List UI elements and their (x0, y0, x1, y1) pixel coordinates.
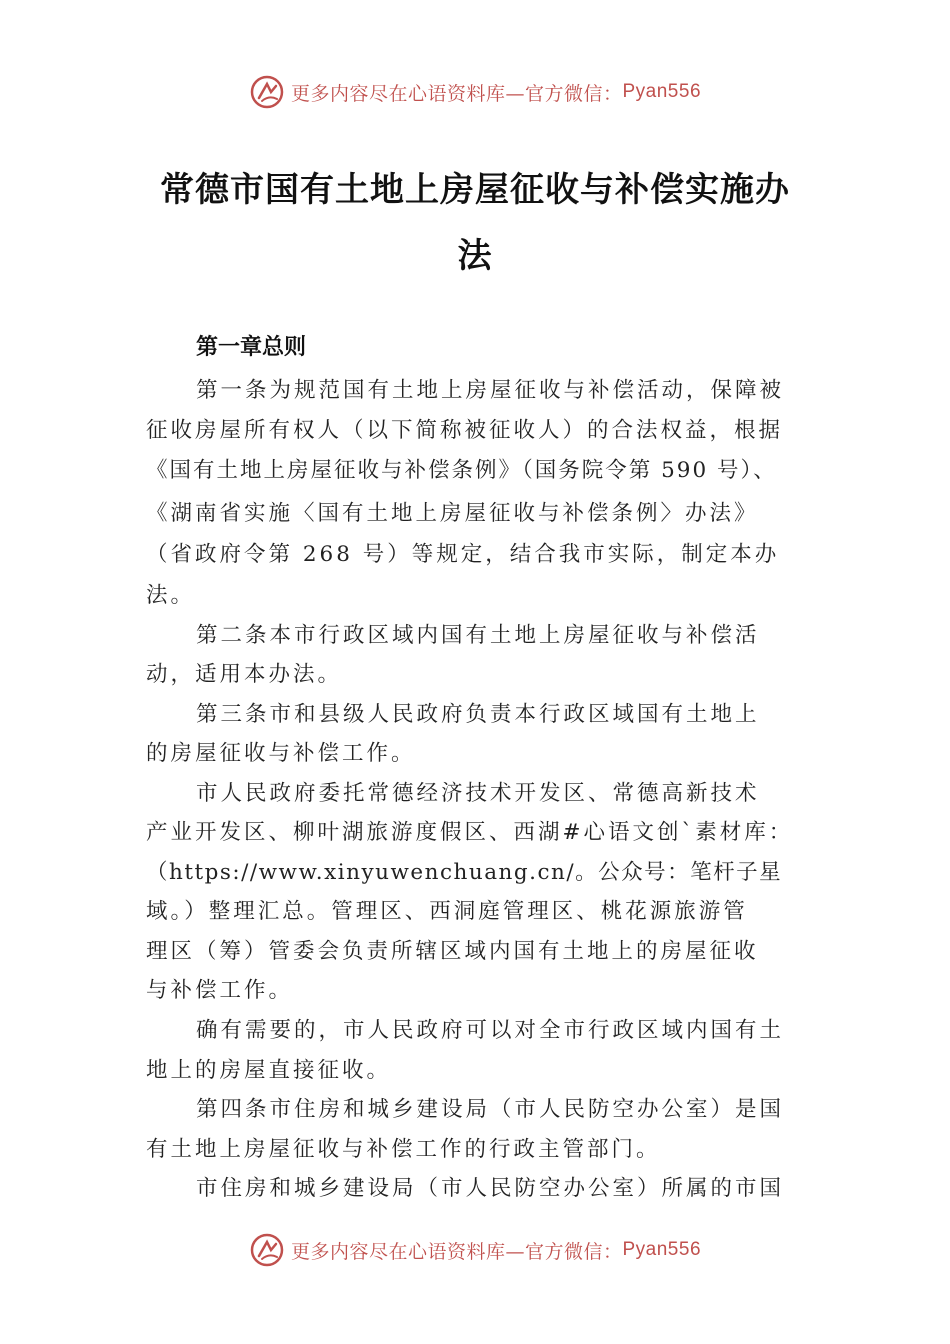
body-line: 《湖南省实施〈国有土地上房屋征收与补偿条例〉办法》 (146, 501, 759, 526)
body-line: 域。）整理汇总。管理区、西洞庭管理区、桃花源旅游管 (146, 899, 748, 924)
chapter-heading: 第一章总则 (196, 335, 307, 360)
watermark-text: 更多内容尽在心语资料库—官方微信： (290, 1240, 623, 1263)
watermark-wechat-id: Pyan556 (622, 81, 702, 102)
brand-logo-icon (249, 1232, 285, 1268)
watermark-wechat-id: Pyan556 (622, 1239, 702, 1260)
body-line: 地上的房屋直接征收。 (146, 1058, 392, 1083)
body-line: 《国有土地上房屋征收与补偿条例》（国务院令第 590 号）、 (146, 458, 777, 483)
body-line: 确有需要的，市人民政府可以对全市行政区域内国有土 (196, 1018, 785, 1043)
body-line: 有土地上房屋征收与补偿工作的行政主管部门。 (146, 1137, 661, 1162)
body-line: 第一条为规范国有土地上房屋征收与补偿活动，保障被 (196, 378, 785, 403)
body-line: 的房屋征收与补偿工作。 (146, 741, 416, 766)
document-title-line-1: 常德市国有土地上房屋征收与补偿实施办 (160, 170, 790, 210)
body-line: （省政府令第 268 号）等规定，结合我市实际，制定本办 (146, 542, 780, 567)
watermark-banner-bottom (0, 1228, 950, 1272)
body-line: 市住房和城乡建设局（市人民防空办公室）所属的市国 (196, 1176, 785, 1201)
body-line: 市人民政府委托常德经济技术开发区、常德高新技术 (196, 781, 760, 806)
body-line: （https://www.xinyuwenchuang.cn/。公众号：笔杆子星 (146, 860, 783, 885)
body-line: 动，适用本办法。 (146, 662, 343, 687)
body-line: 理区（筹）管委会负责所辖区域内国有土地上的房屋征收 (146, 939, 759, 964)
watermark-text: 更多内容尽在心语资料库—官方微信： (290, 82, 623, 105)
brand-logo-icon (249, 74, 285, 110)
body-line: 法。 (146, 583, 196, 608)
document-title-line-2: 法 (457, 236, 493, 276)
body-line: 第四条市住房和城乡建设局（市人民防空办公室）是国 (196, 1097, 785, 1122)
body-line: 与补偿工作。 (146, 978, 294, 1003)
watermark-banner-top (0, 70, 950, 114)
body-line: 第二条本市行政区域内国有土地上房屋征收与补偿活 (196, 623, 760, 648)
body-line: 第三条市和县级人民政府负责本行政区域国有土地上 (196, 702, 760, 727)
body-line: 产业开发区、柳叶湖旅游度假区、西湖#心语文创`素材库： (146, 820, 794, 845)
body-line: 征收房屋所有权人（以下简称被征收人）的合法权益，根据 (146, 418, 784, 443)
